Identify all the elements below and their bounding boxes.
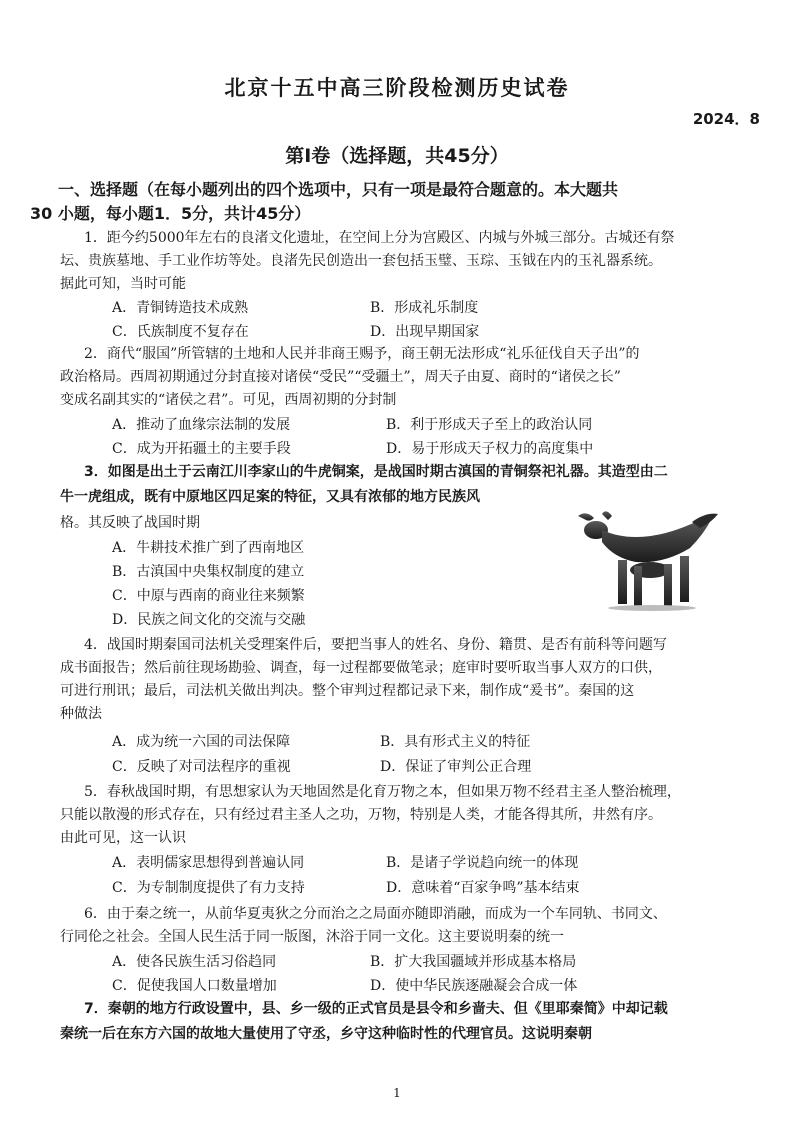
question-6: [60, 903, 760, 949]
q4-line: 种做法: [60, 706, 102, 722]
q2-line: 政治格局。西周初期通过分封直接对诸侯“受民”“受疆土”，周天子由夏、商时的“诸侯之长”: [60, 369, 621, 385]
q5-line: 由此可见，这一认识: [60, 830, 186, 846]
q6-option-a[interactable]: A．使各民族生活习俗趋同: [112, 954, 277, 970]
q5-option-a[interactable]: A．表明儒家思想得到普遍认同: [112, 855, 305, 871]
exam-date: 2024．8: [692, 110, 760, 128]
q2-line: 变成名副其实的“诸侯之君”。可见，西周初期的分封制: [60, 392, 397, 408]
q4-line: 成书面报告；然后前往现场勘验、调查，每一过程都要做笔录；庭审时要听取当事人双方的口供，: [60, 660, 662, 676]
q2-option-b[interactable]: B．利于形成天子至上的政治认同: [386, 417, 593, 433]
q1-line: 坛、贵族墓地、手工业作坊等处。良渚先民创造出一套包括玉璧、玉琮、玉钺在内的玉礼器系统。: [60, 253, 662, 269]
q6-option-d[interactable]: D．使中华民族逐融凝会合成一体: [370, 978, 578, 994]
q3-option-b[interactable]: B．古滇国中央集权制度的建立: [112, 564, 305, 580]
q3-option-a[interactable]: A．牛耕技术推广到了西南地区: [112, 540, 305, 556]
q3-line: 牛一虎组成，既有中原地区四足案的特征，又具有浓郁的地方民族风: [60, 489, 480, 505]
q3-option-c[interactable]: C．中原与西南的商业往来频繁: [112, 588, 305, 604]
q7-line: 秦统一后在东方六国的故地大量使用了守丞，乡守这种临时性的代理官员。这说明秦朝: [60, 1026, 592, 1042]
q5-line: 5．春秋战国时期，有思想家认为天地固然是化育万物之本，但如果万物不经君主圣人整治梳理，: [84, 784, 681, 800]
q2-line: 2．商代“服国”所管辖的土地和人民并非商王赐予，商王朝无法形成“礼乐征伐自天子出”的: [84, 346, 640, 362]
question-3: [60, 460, 760, 510]
section-instructions: [30, 178, 758, 226]
q5-option-d[interactable]: D．意味着“百家争鸣”基本结束: [386, 880, 580, 896]
q3-option-d[interactable]: D．民族之间文化的交流与交融: [112, 612, 306, 628]
question-5: [60, 781, 760, 850]
exam-title: 北京十五中高三阶段检测历史试卷: [224, 76, 570, 100]
q7-line: 7．秦朝的地方行政设置中，县、乡一级的正式官员是县令和乡啬夫、但《里耶秦简》中却记载: [84, 1001, 668, 1017]
q1-option-c[interactable]: C．氏族制度不复存在: [112, 324, 249, 340]
q4-option-c[interactable]: C．反映了对司法程序的重视: [112, 759, 291, 775]
question-7: [60, 997, 760, 1047]
section-line-1: 一、选择题（在每小题列出的四个选项中，只有一项是最符合题意的。本大题共: [58, 180, 619, 199]
question-1: [60, 227, 760, 296]
question-2: [60, 343, 760, 412]
q1-line: 1．距今约5000年左右的良渚文化遗址，在空间上分为宫殿区、内城与外城三部分。古城还有祭: [84, 230, 675, 246]
q6-option-b[interactable]: B．扩大我国疆域并形成基本格局: [370, 954, 577, 970]
q1-option-a[interactable]: A．青铜铸造技术成熟: [112, 300, 249, 316]
q2-option-c[interactable]: C．成为开拓疆土的主要手段: [112, 441, 291, 457]
q4-option-b[interactable]: B．具有形式主义的特征: [380, 734, 531, 750]
q2-option-d[interactable]: D．易于形成天子权力的高度集中: [386, 441, 594, 457]
q2-option-a[interactable]: A．推动了血缘宗法制的发展: [112, 417, 291, 433]
q3-line: 3．如图是出土于云南江川李家山的牛虎铜案，是战国时期古滇国的青铜祭祀礼器。其造型由二: [84, 464, 668, 480]
q5-line: 只能以散漫的形式存在，只有经过君主圣人之功，万物，特别是人类，才能各得其所，井然有序。: [60, 807, 662, 823]
q5-option-b[interactable]: B．是诸子学说趋向统一的体现: [386, 855, 579, 871]
q1-option-b[interactable]: B．形成礼乐制度: [370, 300, 479, 316]
q4-line: 4．战国时期秦国司法机关受理案件后，要把当事人的姓名、身份、籍贯、是否有前科等问题写: [84, 637, 667, 653]
part-heading: 第Ⅰ卷（选择题，共45分）: [285, 145, 509, 167]
q4-option-d[interactable]: D．保证了审判公正合理: [380, 759, 532, 775]
q1-option-d[interactable]: D．出现早期国家: [370, 324, 480, 340]
q5-option-c[interactable]: C．为专制制度提供了有力支持: [112, 880, 305, 896]
q6-line: 6．由于秦之统一，从前华夏夷狄之分而治之之局面亦随即消融，而成为一个车同轨、书同文、: [84, 906, 667, 922]
q6-option-c[interactable]: C．促使我国人口数量增加: [112, 978, 277, 994]
q1-line: 据此可知，当时可能: [60, 276, 186, 292]
q4-line: 可进行刑讯；最后，司法机关做出判决。整个审判过程都记录下来，制作成“爰书”。秦国的这: [60, 683, 635, 699]
q6-line: 行同伦之社会。全国人民生活于同一版图，沐浴于同一文化。这主要说明秦的统一: [60, 929, 564, 945]
q3-line: 格。其反映了战国时期: [60, 515, 200, 531]
q4-option-a[interactable]: A．成为统一六国的司法保障: [112, 734, 291, 750]
section-line-2: 30 小题，每小题1．5分，共计45分）: [30, 204, 311, 223]
question-4: [60, 634, 760, 726]
page-number: 1: [393, 1086, 401, 1100]
bull-tiger-bronze-table-image: [572, 508, 720, 612]
